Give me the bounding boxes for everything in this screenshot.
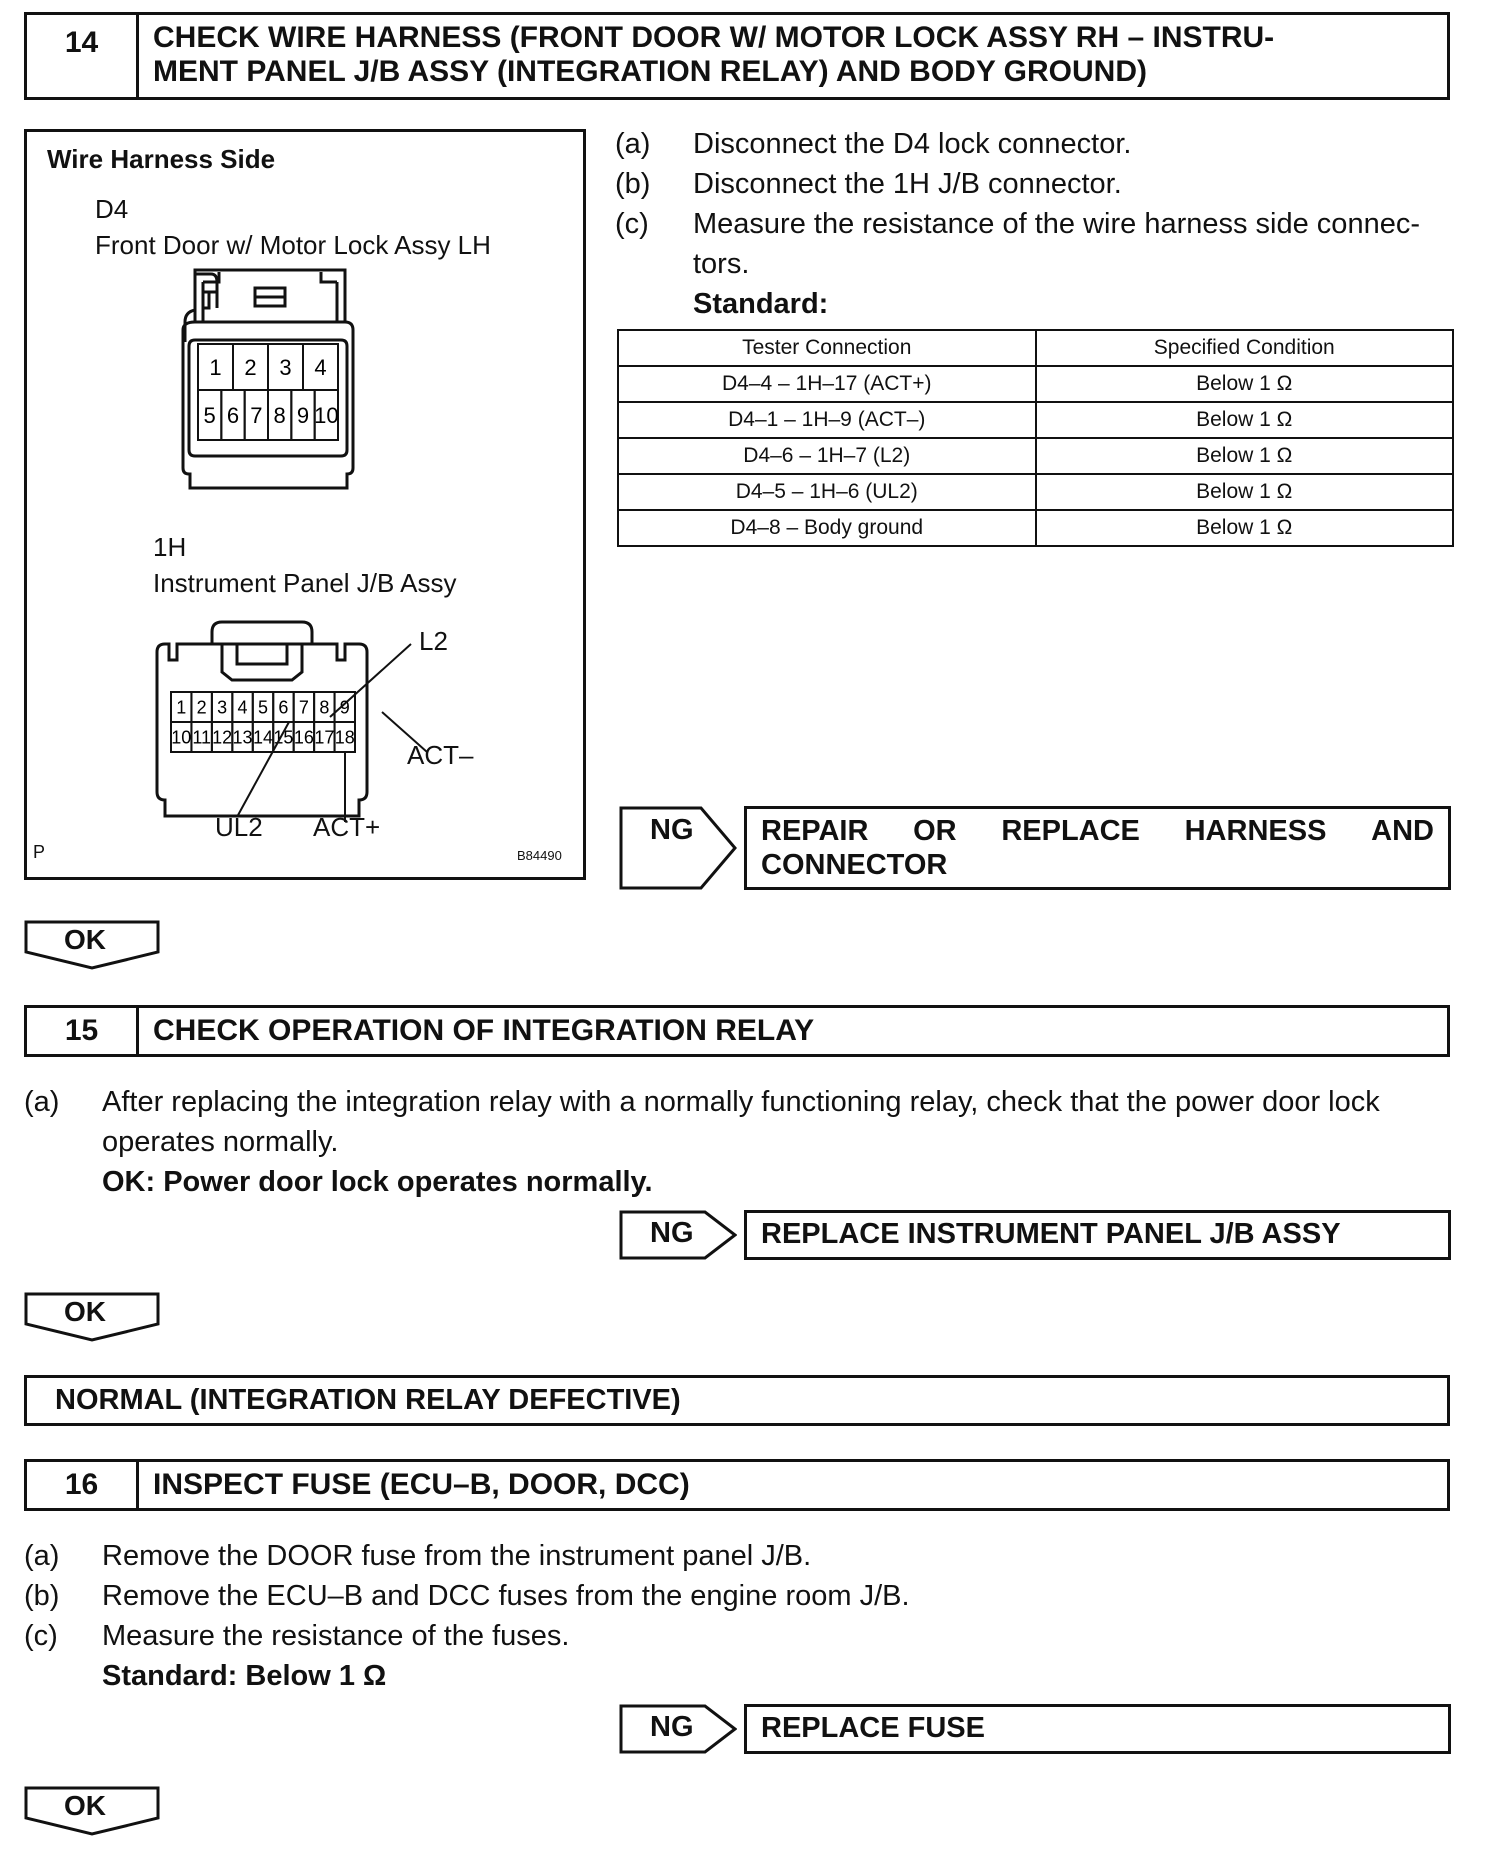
ng-arrow-step15: [619, 1210, 737, 1260]
result-word: REPAIR: [761, 815, 869, 847]
step-16-header: [24, 1459, 1450, 1511]
table-cell: Below 1 Ω: [1036, 438, 1454, 474]
step-title-line2: MENT PANEL J/B ASSY (INTEGRATION RELAY) AND BODY GROUND): [153, 55, 1147, 88]
step16-b-marker: (b): [24, 1580, 60, 1612]
pin-number: 4: [314, 354, 327, 380]
pin-number: 16: [293, 727, 314, 748]
result-word: REPLACE: [1001, 815, 1140, 847]
h1-bottom-pin-row: [171, 722, 355, 752]
table-row: [618, 510, 1453, 546]
step-number: 15: [27, 1008, 139, 1054]
pin-number: 12: [212, 727, 233, 748]
table-cell: Below 1 Ω: [1036, 474, 1454, 510]
standard-label: Standard:: [693, 288, 829, 320]
table-header-cell: Tester Connection: [618, 330, 1036, 366]
pin-number: 5: [257, 697, 269, 718]
spec-table: [617, 329, 1454, 547]
step-c-text-continued: tors.: [693, 248, 750, 280]
table-cell: Below 1 Ω: [1036, 366, 1454, 402]
connector-d4-name: Front Door w/ Motor Lock Assy LH: [95, 230, 491, 260]
pin-number: 13: [232, 727, 253, 748]
ng-arrow-step16: [619, 1704, 737, 1754]
pin-number: 1: [209, 354, 222, 380]
step-15-header: [24, 1005, 1450, 1057]
normal-result-box: NORMAL (INTEGRATION RELAY DEFECTIVE): [24, 1375, 1450, 1426]
ng-label: NG: [650, 1711, 694, 1743]
result-replace-jb: [744, 1210, 1451, 1260]
connector-1h-code: 1H: [153, 532, 187, 562]
result-repair-harness: [744, 806, 1451, 890]
ok-badge: [24, 920, 160, 970]
result-word: AND: [1371, 815, 1434, 847]
pin-number: 11: [192, 727, 212, 748]
table-cell: D4–5 – 1H–6 (UL2): [618, 474, 1036, 510]
connector-1h-name: Instrument Panel J/B Assy: [153, 568, 457, 598]
pin-number: 6: [226, 402, 240, 428]
step16-a-text: Remove the DOOR fuse from the instrument panel J/B.: [102, 1540, 812, 1572]
result-word: HARNESS: [1184, 815, 1327, 847]
pin-number: 14: [252, 727, 274, 748]
table-row: [618, 402, 1453, 438]
step-14-header: [24, 12, 1450, 100]
ok-label: OK: [64, 924, 106, 955]
table-cell: D4–6 – 1H–7 (L2): [618, 438, 1036, 474]
result-text: REPLACE FUSE: [761, 1712, 985, 1744]
step-c-marker: (c): [615, 208, 649, 240]
step-title: INSPECT FUSE (ECU–B, DOOR, DCC): [153, 1468, 690, 1501]
diagram-heading: Wire Harness Side: [47, 144, 276, 174]
step15-a-marker: (a): [24, 1086, 60, 1118]
table-row: [618, 474, 1453, 510]
pin-number: 9: [339, 697, 350, 718]
ok-badge: [24, 1786, 160, 1836]
step15-a-text: After replacing the integration relay with a normally functioning relay, check that the power door lock: [102, 1086, 1380, 1118]
ok-label: OK: [64, 1296, 106, 1327]
pin-number: 10: [171, 727, 192, 748]
pin-number: 7: [250, 402, 263, 428]
standard-value: Standard: Below 1 Ω: [102, 1660, 387, 1692]
pin-number: 6: [278, 697, 289, 718]
table-cell: Below 1 Ω: [1036, 402, 1454, 438]
step-title-line1: CHECK WIRE HARNESS (FRONT DOOR W/ MOTOR LOCK ASSY RH – INSTRU-: [153, 21, 1275, 54]
step-a-text: Disconnect the D4 lock connector.: [693, 128, 1132, 160]
step15-a-text-continued: operates normally.: [102, 1126, 339, 1158]
connector-d4-code: D4: [95, 194, 129, 224]
step-b-marker: (b): [615, 168, 651, 200]
pin-number: 5: [203, 402, 216, 428]
label-ul2: UL2: [215, 812, 263, 842]
label-l2: L2: [419, 626, 448, 656]
ok-condition: OK: Power door lock operates normally.: [102, 1166, 653, 1198]
corner-label: P: [33, 842, 46, 862]
pin-number: 17: [314, 727, 335, 748]
table-header-cell: Specified Condition: [1036, 330, 1454, 366]
pin-number: 3: [279, 354, 292, 380]
pin-number: 2: [244, 354, 257, 380]
pin-number: 4: [237, 697, 248, 718]
step16-c-marker: (c): [24, 1620, 58, 1652]
pin-number: 18: [334, 727, 355, 748]
ok-label: OK: [64, 1790, 106, 1821]
table-header-row: [618, 330, 1453, 366]
result-text: REPLACE INSTRUMENT PANEL J/B ASSY: [761, 1218, 1341, 1250]
connector-1h-drawing: [27, 132, 583, 877]
step16-b-text: Remove the ECU–B and DCC fuses from the engine room J/B.: [102, 1580, 910, 1612]
table-row: [618, 366, 1453, 402]
step-number: 14: [27, 15, 139, 97]
label-act-minus: ACT–: [407, 740, 474, 770]
result-line2: CONNECTOR: [761, 849, 948, 881]
pin-number: 7: [298, 697, 309, 718]
result-replace-fuse: [744, 1704, 1451, 1754]
ng-label: NG: [650, 814, 694, 846]
ng-label: NG: [650, 1217, 694, 1249]
pin-number: 3: [217, 697, 228, 718]
table-cell: D4–1 – 1H–9 (ACT–): [618, 402, 1036, 438]
step-c-text: Measure the resistance of the wire harness side connec-: [693, 208, 1420, 240]
table-cell: Below 1 Ω: [1036, 510, 1454, 546]
table-cell: D4–8 – Body ground: [618, 510, 1036, 546]
l2-leader-line: [330, 644, 411, 717]
step-number: 16: [27, 1462, 139, 1508]
table-row: [618, 438, 1453, 474]
result-line1: [761, 815, 1434, 848]
step16-a-marker: (a): [24, 1540, 60, 1572]
h1-top-pin-row: [171, 692, 355, 722]
table-cell: D4–4 – 1H–17 (ACT+): [618, 366, 1036, 402]
ok-badge: [24, 1292, 160, 1342]
pin-number: 8: [319, 697, 330, 718]
result-word: OR: [913, 815, 957, 847]
step-b-text: Disconnect the 1H J/B connector.: [693, 168, 1122, 200]
pin-number: 8: [273, 402, 286, 428]
ng-arrow-step14: [619, 806, 737, 890]
connector-diagram: [24, 129, 586, 880]
pin-number: 10: [314, 402, 339, 428]
pin-number: 2: [196, 697, 207, 718]
figure-code: B84490: [517, 848, 562, 863]
pin-number: 9: [296, 402, 310, 428]
step16-c-text: Measure the resistance of the fuses.: [102, 1620, 570, 1652]
step-a-marker: (a): [615, 128, 651, 160]
pin-number: 15: [273, 727, 294, 748]
pin-number: 1: [176, 697, 187, 718]
step-title: CHECK OPERATION OF INTEGRATION RELAY: [153, 1014, 815, 1047]
label-act-plus: ACT+: [313, 812, 381, 842]
